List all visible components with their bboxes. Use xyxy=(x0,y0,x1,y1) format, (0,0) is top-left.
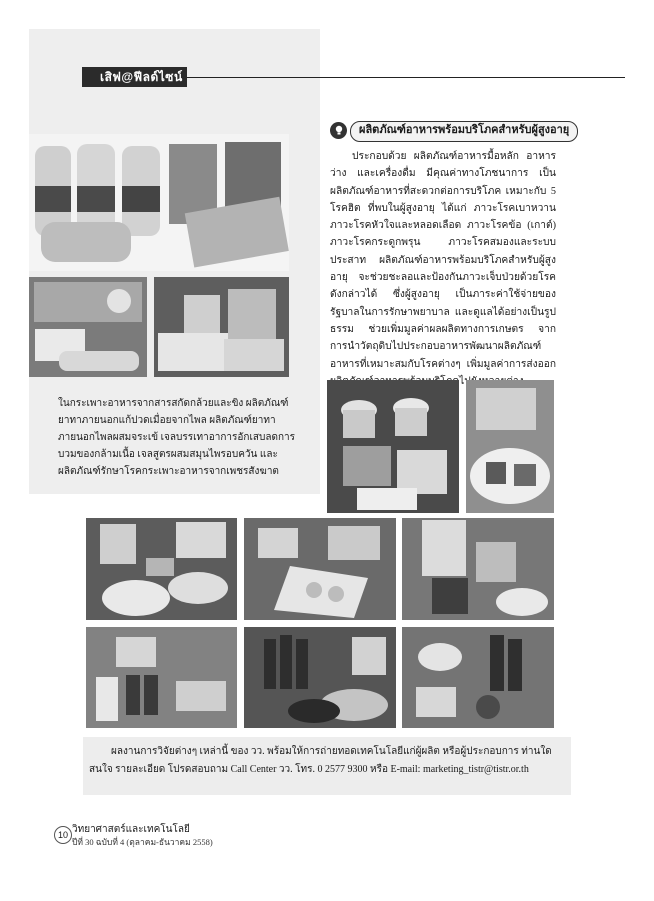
display-table-photo-3 xyxy=(402,518,554,620)
header-rule xyxy=(187,77,625,78)
plated-meal-photo xyxy=(466,380,554,513)
capsule-blister-packs-photo xyxy=(154,277,289,377)
drinks-display-photo-3 xyxy=(402,627,554,728)
journal-title: วิทยาศาสตร์และเทคโนโลยี xyxy=(72,824,190,835)
drinks-display-photo-2 xyxy=(244,627,396,728)
article-body: ประกอบด้วย ผลิตภัณฑ์อาหารมื้อหลัก อาหารว่าง และเครื่องดื่ม มีคุณค่าทางโภชนาการ เป็นผลิตภัณฑ์อาหารที่สะดวกต่อการบริโภค เหมาะกับ 5 โรคฮิต ที่พบในผู้สูงอายุ ได้แก่ ภาวะโรคเบาหวาน ภาวะโรคหัวใจและหลอดเลือด ภาวะโรคข้อ (เกาต์) ภาวะโรคกระดูกพรุน ภาวะโรคสมองและระบบประสาท ผลิตภัณฑ์อาหารพร้อมบริโภคสำหรับผู้สูงอายุ จะช่วยชะลอและป้องกันภาวะเจ็บป่วยด้วยโรคดังกล่าวได้ ซึ่งผู้สูงอายุ เป็นภาระค่าใช้จ่ายของรัฐบาลในการรักษาพยาบาล และดูแลได้อย่างเป็นรูปธรรม ช่วยเพิ่มมูลค่าผลผลิตทางการเกษตร จากการนำวัตถุดิบไปประกอบอาหารพัฒนาผลิตภัณฑ์อาหารที่เหมาะสมกับโรคต่างๆ เพิ่มมูลค่าการส่งออก โภคไปยังห xyxy=(330,151,556,387)
display-table-photo-2 xyxy=(244,518,396,620)
section-title: ผลิตภัณฑ์อาหารพร้อมบริโภคสำหรับผู้สูงอายุ xyxy=(350,121,578,142)
roll-on-bottles-and-sachets-photo xyxy=(29,134,289,271)
drinks-display-photo-1 xyxy=(86,627,237,728)
display-table-photo-1 xyxy=(86,518,237,620)
section-label: เสิฟ@ฟีลด์ไซน์ xyxy=(82,67,187,87)
gel-products-photo xyxy=(29,277,147,377)
lightbulb-icon xyxy=(330,122,347,139)
contact-text: ผลงานการวิจัยต่างๆ เหล่านี้ ของ วว. พร้อมให้การถ่ายทอดเทคโนโลยีแก่ผู้ผลิต หรือผู้ประกอบการ ท่านใดสนใจ รายละเอียด โปรดสอบถาม Call Center วว. โทร. 0 2577 9300 หรือ E-mail: marketing_tistr@tistr.or.th xyxy=(89,746,552,775)
journal-issue: ปีที่ 30 ฉบับที่ 4 (ตุลาคม-ธันวาคม 2558) xyxy=(72,837,213,847)
photo-caption: ในกระเพาะอาหารจากสารสกัดกล้วยและขิง ผลิตภัณฑ์ยาทาภายนอกแก้ปวดเมื่อยจากไพล ผลิตภัณฑ์ยาทาภายนอกไพลผสมจระเข้ เจลบรรเทาอาการอักเสบลดการบวมของกล้ามเนื้อ เจลสูตรผสมสมุนไพรอบควัน และผลิตภัณฑ์รักษาโรคกระเพาะอาหารจากเพชรสังฆาต xyxy=(58,398,295,477)
page-number: 10 xyxy=(54,826,72,844)
dessert-cups-photo xyxy=(327,380,459,513)
